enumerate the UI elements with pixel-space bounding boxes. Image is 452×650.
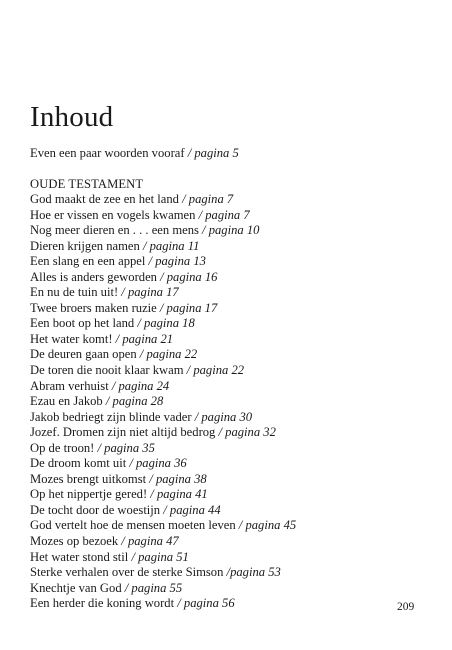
toc-entry-title: Een slang en een appel	[30, 254, 146, 269]
intro-entry	[30, 145, 239, 161]
toc-entry-title: Ezau en Jakob	[30, 394, 103, 409]
toc-entry-separator: /	[112, 331, 123, 346]
toc-entry-title: Nog meer dieren en . . . een mens	[30, 223, 199, 238]
section-title: OUDE TESTAMENT	[30, 177, 144, 191]
toc-entry	[30, 332, 430, 348]
toc-entry	[30, 503, 430, 519]
page-heading: Inhoud	[30, 101, 114, 133]
toc-entry-title: En nu de tuin uit!	[30, 285, 119, 300]
toc-entry-separator: /	[235, 518, 246, 533]
toc-entry-page-ref: pagina 41	[156, 487, 208, 502]
toc-entry-separator: /	[147, 487, 157, 502]
toc-entry-title: Mozes op bezoek	[30, 534, 119, 549]
toc-entry-title: Op de troon!	[30, 440, 95, 455]
toc-entry-separator: /	[223, 565, 231, 580]
toc-entry	[30, 596, 430, 612]
toc-entry	[30, 379, 430, 395]
toc-entry-title: Mozes brengt uitkomst	[30, 471, 147, 486]
toc-entry-title: De toren die nooit klaar kwam	[30, 363, 184, 378]
toc-entry	[30, 425, 430, 441]
toc-entry-title: God vertelt hoe de mensen moeten leven	[30, 518, 236, 533]
toc-entry	[30, 394, 430, 410]
toc-entry-page-ref: pagina 30	[201, 409, 253, 424]
toc-entry-separator: /	[94, 440, 105, 455]
toc-entry-separator: /	[174, 596, 184, 611]
toc-entry-separator: /	[121, 580, 132, 595]
toc-entry-page-ref: pagina 38	[155, 471, 207, 486]
toc-entry-title: Dieren krijgen namen	[30, 238, 140, 253]
toc-entry-page-ref: pagina 7	[188, 192, 234, 206]
toc-entry-page-ref: pagina 24	[118, 378, 170, 393]
toc-entry-title: Hoe er vissen en vogels kwamen	[30, 207, 196, 222]
toc-entry	[30, 410, 430, 426]
intro-title: Even een paar woorden vooraf	[30, 146, 185, 160]
toc-entry-title: Jakob bedriegt zijn blinde vader	[30, 409, 192, 424]
toc-entry-page-ref: pagina 28	[112, 394, 164, 409]
toc-entry	[30, 363, 430, 379]
toc-entry	[30, 270, 430, 286]
toc-entry-page-ref: pagina 7	[205, 207, 250, 222]
toc-entry	[30, 285, 430, 301]
toc-entry-title: De droom komt uit	[30, 456, 127, 471]
toc-entry-separator: /	[118, 285, 128, 300]
toc-entry-page-ref: pagina 17	[166, 300, 218, 315]
toc-entry-separator: /	[108, 378, 119, 393]
toc-entry	[30, 472, 430, 488]
toc-entry-page-ref: pagina 44	[169, 502, 221, 517]
intro-page-ref: pagina 5	[194, 146, 239, 160]
toc-entry	[30, 456, 430, 472]
toc-entry-separator: /	[160, 502, 170, 517]
toc-entry-title: God maakt de zee en het land	[30, 192, 179, 206]
toc-entry	[30, 441, 430, 457]
toc-entry-page-ref: pagina 47	[127, 534, 179, 549]
toc-entry-page-ref: pagina 53	[230, 565, 281, 580]
toc-entry-separator: /	[128, 549, 139, 564]
toc-entry	[30, 565, 430, 581]
toc-entry-title: Op het nippertje gered!	[30, 487, 148, 502]
toc-entry	[30, 316, 430, 332]
toc-entry	[30, 301, 430, 317]
toc-entry-page-ref: pagina 22	[146, 347, 198, 362]
toc-entry-page-ref: pagina 35	[104, 440, 155, 455]
toc-entry-separator: /	[145, 254, 156, 269]
toc-entry-title: Knechtje van God	[30, 580, 122, 595]
toc-entry-separator: /	[198, 223, 209, 238]
toc-entry-title: Het water komt!	[30, 331, 113, 346]
toc-entry-page-ref: pagina 32	[225, 425, 276, 440]
toc-entry-title: Een boot op het land	[30, 316, 135, 331]
toc-entry-separator: /	[178, 192, 189, 206]
toc-entry-separator: /	[139, 238, 150, 253]
toc-entry-title: Een herder die koning wordt	[30, 596, 175, 611]
toc-entry	[30, 581, 430, 597]
toc-entry-title: Het water stond stil	[30, 549, 129, 564]
toc-list	[30, 192, 430, 612]
toc-entry-separator: /	[183, 363, 194, 378]
toc-entry-separator: /	[156, 269, 167, 284]
toc-entry-page-ref: pagina 17	[127, 285, 179, 300]
toc-entry	[30, 550, 430, 566]
intro-separator: /	[184, 146, 195, 160]
toc-entry-page-ref: pagina 45	[245, 518, 297, 533]
toc-entry-separator: /	[126, 456, 136, 471]
toc-entry	[30, 347, 430, 363]
toc-entry-separator: /	[118, 534, 128, 549]
toc-entry-page-ref: pagina 11	[149, 238, 200, 253]
toc-entry-title: Twee broers maken ruzie	[30, 300, 157, 315]
toc-entry-separator: /	[146, 471, 156, 486]
toc-entry-separator: /	[195, 207, 206, 222]
toc-entry-title: De deuren gaan open	[30, 347, 137, 362]
toc-entry-title: Abram verhuist	[30, 378, 109, 393]
toc-entry-separator: /	[215, 425, 226, 440]
toc-entry-page-ref: pagina 36	[136, 456, 187, 471]
toc-entry-title: Alles is anders geworden	[30, 269, 157, 284]
toc-entry-page-ref: pagina 16	[166, 269, 218, 284]
toc-entry	[30, 487, 430, 503]
toc-entry-page-ref: pagina 55	[131, 580, 183, 595]
page-number: 209	[397, 601, 415, 613]
toc-entry-separator: /	[102, 394, 113, 409]
toc-entry	[30, 208, 430, 224]
toc-entry-page-ref: pagina 21	[122, 331, 174, 346]
toc-entry-page-ref: pagina 18	[144, 316, 195, 331]
toc-entry	[30, 192, 430, 208]
toc-entry-separator: /	[134, 316, 145, 331]
toc-entry-separator: /	[191, 409, 202, 424]
toc-entry-page-ref: pagina 22	[193, 363, 245, 378]
toc-entry	[30, 254, 430, 270]
toc-entry-separator: /	[156, 300, 167, 315]
toc-entry-page-ref: pagina 56	[183, 596, 235, 611]
toc-entry	[30, 223, 430, 239]
toc-entry-title: Sterke verhalen over de sterke Simson	[30, 565, 224, 580]
toc-entry-page-ref: pagina 51	[138, 549, 189, 564]
toc-entry	[30, 518, 430, 534]
toc-entry-title: Jozef. Dromen zijn niet altijd bedrog	[30, 425, 216, 440]
toc-entry-title: De tocht door de woestijn	[30, 502, 161, 517]
toc-entry	[30, 239, 430, 255]
old-testament-section	[30, 176, 430, 612]
toc-entry-separator: /	[136, 347, 147, 362]
toc-entry	[30, 534, 430, 550]
toc-entry-page-ref: pagina 10	[208, 223, 260, 238]
toc-entry-page-ref: pagina 13	[155, 254, 206, 269]
